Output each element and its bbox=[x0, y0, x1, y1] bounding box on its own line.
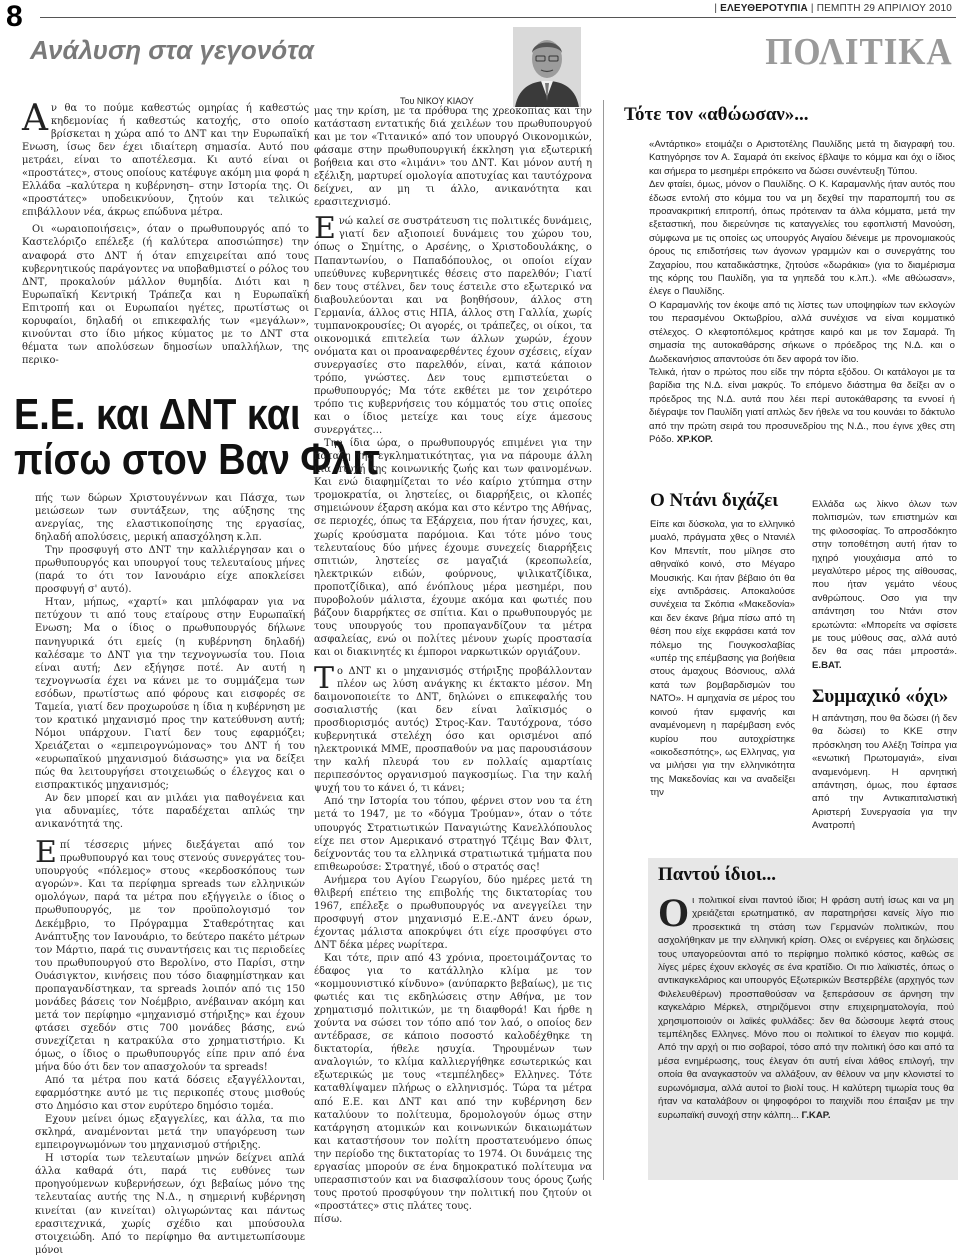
section-title-right: ΠΟΛΙΤΙΚΑ bbox=[764, 31, 952, 73]
drop-cap: Τ bbox=[314, 660, 335, 696]
article-paragraph: Η ιστορία των τελευταίων μηνών δείχνει απλά άλλα καθαρά ότι, παρά τις ευθύνες των προηγούμενων κυβερνήσεων, όχι βεβαίως μόνο της τελευταίας αυτής της Ν.Δ., η σημερινή κυβέρνηση κινείται (αν κινείται) ολιγωρώντας και πάντως ερασιτεχνικά, χωρίς σχέδιο και μπούσουλα στοιχειώδη. Από το περίφημο θα αντιμετωπίσουμε μόνοι bbox=[35, 1153, 305, 1256]
article-headline bbox=[14, 390, 380, 484]
author-photo-icon bbox=[513, 27, 581, 107]
sidebar-story-4 bbox=[658, 890, 954, 1176]
sidebar-paragraph: «Αντάρτικο» ετοιμάζει ο Αριστοτέλης Παυλίδης μετά τη διαγραφή του. Κατηγόρησε τον Α. Σαμαρά ότι εκείνος έβλαψε το κόμμα και όχι ο ίδιος και σήμερα το μεσημέρι επρόκειτο να δώσει συνέντευξη Τύπου. bbox=[649, 139, 955, 177]
sidebar-paragraph: Ελλάδα ως λίκνο όλων των πολιτισμών, των επιστημών και της φιλοσοφίας. Το απροσδόκητο στην τοποθέτηση αυτή ήταν το ηχηρό γιουχάισμα από το μεγαλύτερο μέρος της αίθουσας, που ήταν γεμάτο νέους ανθρώπους. Οσο για την απάντηση του Ντάνι στον ερωτώντα: «Μπορείτε να σφίσετε με τους μύθους σας, αλλά αυτό δεν θα σας πάει μπροστά». bbox=[812, 499, 957, 658]
article-paragraph: πίσω. bbox=[314, 1213, 343, 1225]
sidebar-paragraph: Δεν φταίει, όμως, μόνον ο Παυλίδης. Ο Κ. Καραμανλής ήταν αυτός που έδωσε εντολή στο κόμμα του να μη δεχθεί την παραπομπή του σε προανακριτική επιτροπή, όπως πρότειναν τα άλλα κόμματα, μετά την εξεταστική, που διερεύνησε τις καταγγελίες του εφοπλιστή Μανούση, σύμφωνα με τις οποίες ως υπουργός Αιγαίου διένειμε με προνομιακούς όρους τις επιδοτήσεις των άγονων γραμμών και ο συνεργάτης του Ζαχαρίου, που καταδικάστηκε, ζητούσε «δωράκια» (για το διαμέρισμα της κόρης του Παυλίδη, για τα γηπεδά του κ.λπ.). «Με αθώωσαν», έλεγε ο Παυλίδης. bbox=[649, 179, 955, 298]
sidebar-story-2-left bbox=[650, 518, 795, 846]
article-paragraph: πί τέσσερις μήνες διεξάγεται από τον πρωθυπουργό και τους στενούς συνεργάτες του-υπουργούς «πόλεμος» στους «κερδοσκόπους των αγορών». Και τα περίφημα spreads των ελληνικών ομολόγων, παρά τα μέτρα που εξήγγειλε ο ίδιος ο πρωθυπουργός, με τον προϋπολογισμό τον Δεκέμβριο, το Πρόγραμμα Σταθερότητας και Ανάπτυξης τον Ιανουάριο, το δεύτερο πακέτο μέτρων τον Μάρτιο, παρά τις συναντήσεις και τις περιοδείες του πρωθυπουργού στο Βερολίνο, στο Παρίσι, στην Ουάσιγκτον, κινήσεις που τόσο διαφημίστηκαν και προπαγανδίστηκαν, τα spreads λοιπόν από τις 150 μονάδες βάσεις τον Νοέμβριο, ανέβαιναν ακόμη και μετά τον περίφημο «μηχανισμό στήριξης» και έχουν φτάσει σχεδόν στις 700 μονάδες βάσης, ενώ συνεχίζεται η κατρακύλα στο χρηματιστήριο. Κι όμως, ο ίδιος ο πρωθυπουργός είπε πριν από ένα μήνα δύο ότι δεν τον απασχολούν τα spreads! bbox=[35, 840, 305, 1074]
sidebar-paragraph: Η απάντηση, που θα δώσει (ή δεν θα δώσει) το ΚΚΕ στην πρόσκληση του Αλέξη Τσίπρα για «ενωτική Πρωτομαγιά», είναι αναμενόμενη. Η αρνητική απάντηση, όμως, που έφτασε από την Αντικαπιταλιστική Αριστερή Συνεργασία για την Ανατροπή bbox=[812, 713, 957, 832]
sidebar-paragraph: Είπε και δύσκολα, για το ελληνικό μυαλό, πράγματα χθες ο Ντανιέλ Κον Μπεντίτ, που μίλησε στο αθηναϊκό κοινό, στο Μέγαρο Μουσικής. Και ήταν βέβαιο ότι θα είχε αντιδράσεις. Αποκαλούσε συνέχεια τα Σκόπια «Μακεδονία» και δεν έκανε βήμα πίσω από τη θέση που είχε εκφράσει κατά τον πόλεμο της Γιουγκοσλαβίας «υπέρ της επέμβασης για βοήθεια στους άμαχους Βόσνιους, αλλά κατά των βομβαρδισμών του ΝΑΤΟ». Η αμηχανία σε μέρος του κοινού ήταν εμφανής και αναμένομενη η παρέμβαση ενός κυρίου που αυτοχρίστηκε «οικοδεσπότης», ως Ελληνας, για να μιλήσει για την ελληνικότητα της Μακεδονίας και να αναδείξει την bbox=[650, 519, 795, 799]
article-paragraph: ο ΔΝΤ κι ο μηχανισμός στήριξης προβάλλονταν πλέον ως λύση ανάγκης κι έκτακτο μέσον. Μη δαιμονοποιείτε το ΔΝΤ, δηλώνει ο επικεφαλής του σοσιαλιστής (και δεν είναι λαϊκισμός ο προσδιορισμός αυτός) Στρος-Καν. Ταυτόχρονα, τόσο κυβερνητικά στελέχη όσο και ορισμένοι από ηλεκτρονικά ΜΜΕ, προσπαθούν να μας παρουσιάσουν την καλή πλευρά του εν πολλαίς αμαρτίαις περιπεσόντος οργανισμού παγκοσμίως. Για την καλή ψυχή του το κάνει ό, τι κάνει; bbox=[314, 665, 592, 795]
author-portrait bbox=[513, 27, 581, 107]
article-paragraph: Ανήμερα του Αγίου Γεωργίου, δύο ημέρες μετά τη θλιβερή επέτειο της επιβολής της δικτατορίας του 1967, επέλεξε ο πρωθυπουργός να ανεγγείλει την προσφυγή στον μηχανισμό Ε.Ε.-ΔΝΤ άνευ όρων, έχοντας μάλιστα αποκρύψει ότι είχε προσφύγει στο ΔΝΤ δέκα μέρες νωρίτερα. bbox=[314, 874, 592, 951]
drop-cap: Ε bbox=[35, 835, 57, 871]
issue-date: ΠΕΜΠΤΗ 29 ΑΠΡΙΛΙΟΥ 2010 bbox=[816, 3, 952, 14]
article-paragraph: Και τότε, πριν από 43 χρόνια, προετοιμάζοντας το έδαφος για το κατάλληλο κλίμα με τον «κομμουνιστικό κίνδυνο» (ανύπαρκτο βεβαίως), με τις φωτιές και τις εκδηλώσεις στην Αθήνα, με τον χρηματισμό πολιτικών, με τη διαφθορά! Και ήρθε η χούντα να σώσει τον τόπο από τον λαό, ο οποίος δεν αντέδρασε, σε κάποιο ποσοστό καλοδέχθηκε τη δικτατορία, ήθελε ησυχία. Τηρουμένων των αναλογιών, το κλίμα καλλιεργήθηκε εσωτερικώς και εξωτερικώς με τους «τεμπέληδες» Ελληνες. Τότε καταθλίψαμεν πλήρως ο ελληνισμός. Τώρα τα μέτρα από Ε.Ε. και ΔΝΤ και από την κυβέρνηση δεν καταλύουν το πολίτευμα, δρομολογούν όμως στην κατάργηση ατομικών και κοινωνικών δικαιωμάτων και καταστήσουν τον πολίτη προστατευόμενο όπως την περίοδο της δικτατορίας το 1974. Οι δυνάμεις της εργασίας μπορούν σε ένα δημοκρατικό πολίτευμα να υπερασπιστούν και να διασφαλίσουν τους όρους ζωής τους προτού προσφύγουν την πολιτική που ζητούν οι «προστάτες» στις πλάτες τους. bbox=[314, 953, 592, 1212]
section-title-left: Ανάλυση στα γεγονότα bbox=[30, 35, 314, 65]
headline-line-2: πίσω στον Βαν Φλιτ bbox=[14, 435, 380, 484]
sidebar-paragraph: Ο Καραμανλής τον έκοψε από τις λίστες των υποψηφίων των εκλογών του περασμένου Οκτωβρίου, αλλά συνέχισε να είναι κομματικό στέλεχος. Ο κλεφτοπόλεμος κράτησε καιρό και με τον Σαμαρά. Τη σημασία της αυτοκαθάρσης σήκωνε ο πρόεδρος της Ν.Δ. και ο Δωδεκανήσιος απαντούσε ότι δεν αφορά τον ίδιο. bbox=[649, 299, 955, 365]
article-paragraph: Από την Ιστορία του τόπου, φέρνει στον νου τα έτη μετά το 1947, με το «δόγμα Τρούμαν», όταν ο τότε υπουργός Στρατιωτικών Παναγιώτης Κανελλόπουλος είχε πει στον Αμερικανό στρατηγό Τζέιμς Βαν Φλιτ, δείχνοντάς του τα ελληνικά στρατιωτικά τμήματα που επιθεωρούσε: Στρατηγέ, ιδού ο στρατός σας! bbox=[314, 796, 592, 873]
sidebar-story-3 bbox=[812, 712, 957, 846]
signature: ΧΡ.ΚΟΡ. bbox=[676, 433, 713, 445]
article-paragraph: Ηταν, μήπως, «χαρτί» και μπλόφαραν για να πετύχουν τι από τους εταίρους στην Ευρωπαϊκή Ενωση; Μα ο ίδιος ο πρωθυπουργός δήλωνε πανηγυρικά ότι εμείς (η κυβέρνηση δηλαδή) καλέσαμε το ΔΝΤ για την τεχνογνωσία του. Ποια είναι αυτή; Δεν εξήγησε ποτέ. Αν αυτή η τεχνογνωσία έχει να κάνει με το συμμάζεμα των εσόδων, πρωτίστως από φόρους και εισφορές σε Ταμεία, γιατί δεν προχωρούσε η ίδια η κυβέρνηση με τον κρατικό μηχανισμό προς την κατεύθυνση αυτή; Νόμοι υπάρχουν. Γιατί δεν τους εφαρμόζει; Χρειάζεται ο «εμπειρογνώμονας» του ΔΝΤ ή του «ευρωπαϊκού μηχανισμού διάσωσης» για να δείξει πώς θα λειτουργήσει στοιχειωδώς ο έλεγχος και ο εισπρακτικός μηχανισμός; bbox=[35, 597, 305, 792]
headline-line-1: Ε.Ε. και ΔΝΤ και bbox=[14, 390, 301, 439]
signature: Γ.ΚΑΡ. bbox=[801, 1109, 831, 1121]
sidebar-paragraph: Τελικά, ήταν ο πρώτος που είδε την πόρτα εξόδου. Οι κατάλογοι με τα βαρίδια της Ν.Δ. είναι μακρύς. Το επόμενο διάστημα θα δείξει αν ο πρόεδρος της Ν.Δ. αυτά που λέει περί αυτοκάθαρσης τα εννοεί ή διέγραψε τον Παυλίδη γιατί απλώς δεν ήθελε να του κουνάει το δάκτυλο από την πρώτη σειρά του προσυνεδρίου της Ν.Δ., που έγινε χθες στη Ρόδο. bbox=[649, 366, 955, 445]
drop-cap: Α bbox=[22, 98, 48, 139]
author-byline: Του ΝΙΚΟΥ ΚΙΑΟΥ bbox=[400, 96, 474, 106]
article-column-2 bbox=[314, 105, 592, 1225]
article-column-1-continued bbox=[35, 492, 305, 1256]
page-number: 8 bbox=[6, 0, 23, 33]
article-paragraph: Από τα μέτρα που κατά δόσεις εξαγγέλλονται, εφαρμόστηκε αυτό με τις περικοπές στους μισθούς στο Δημόσιο και στον ευρύτερο δημόσιο τομέα. bbox=[35, 1075, 305, 1113]
article-paragraph: Την ίδια ώρα, ο πρωθυπουργός επιμένει για την πάταξη της εγκληματικότητας, για να πάρουμε άλλη μια πτυχή της κοινωνικής ζωής και των φαινομένων. Και ενώ διαφημίζεται το νέο καίριο χτύπημα στην τρομοκρατία, οι ληστείες, οι διαρρήξεις, οι κλοπές σημειώνουν έξαρση ακόμα και στο κέντρο της Αθήνας, σε περιοχές, όπως τα Εξάρχεια, που ήταν ήσυχες, και, χωρίς κρούσματα παρόμοια. Και τότε μόνο τους τελευταίους δύο μήνες έχουμε συνεχείς διαρρήξεις σπιτιών, ληστείες σε μαγαζιά (κρεοπωλεία, ηλεκτρικών ειδών, φούρνους, ψιλικατζίδικα, προποτζίδικα), από ένόπλους μέρα μεσημέρι, που πυροβολούν μάλιστα, έχουμε ακόμα και φωτιές που βάζουν διαρρήκτες σε σπίτια. Και ο πρωθυπουργός με τους υπουργούς του προπαγανδίζουν τα μέτρα ασφαλείας, ενώ οι πολίτες μένουν χωρίς προστασία και οι διακινητές κι έμποροι ναρκωτικών οργιάζουν. bbox=[314, 438, 592, 658]
drop-cap: Ε bbox=[314, 211, 336, 247]
article-paragraph: Αν δεν μπορεί και αν μιλάει για παθογένεια και για αδυναμίες, τότε παραδέχεται απλώς την ανικανότητά της. bbox=[35, 793, 305, 831]
masthead: | ΕΛΕΥΘΕΡΟΤΥΠΙΑ | ΠΕΜΠΤΗ 29 ΑΠΡΙΛΙΟΥ 2010 bbox=[714, 3, 952, 14]
drop-cap: Ο bbox=[658, 890, 690, 935]
article-paragraph: Την προσφυγή στο ΔΝΤ την καλλιέργησαν και ο πρωθυπουργός και υπουργοί τους τελευταίους μήνες (παρά το ότι τον Ιανουάριο είχε αποκλείσει προσφυγή σ' αυτό). bbox=[35, 545, 305, 596]
sidebar-story-2-right bbox=[812, 498, 957, 676]
newspaper-name: ΕΛΕΥΘΕΡΟΤΥΠΙΑ bbox=[720, 3, 808, 14]
sidebar-story-1 bbox=[649, 138, 955, 476]
sidebar-title-pantou-idioi: Παντού ίδιοι... bbox=[658, 864, 777, 885]
article-paragraph: μας την κρίση, με τα πρόθυρα της χρεοκοπίας και την κατάσταση εντατικής διά χειλέων του πρωθυπουργού και με τον «Τιτανικό» από τον υπουργό Οικονομικών, φάσαμε στην πρωθυπουργική έκκληση για εξωτερική βοήθεια και στο «λιμάνι» του ΔΝΤ. Και μόνον αυτή η εξέλιξη, μαρτυρεί ομολογία αποτυχίας και ταυτόχρονα δείχνει, αν μη τι άλλο, ανικανότητα και ερασιτεχνισμό. bbox=[314, 106, 592, 209]
header-rule bbox=[40, 17, 956, 18]
article-paragraph: Εχουν μείνει όμως εξαγγελίες, και άλλα, τα πιο σκληρά, αναμένονται μετά την υπαγόρευση των εμπειρογνωμόνων του μηχανισμού στήριξης. bbox=[35, 1114, 305, 1152]
sidebar-paragraph: ι πολιτικοί είναι παντού ίδιοι; Η φράση αυτή ίσως και να μη χρειάζεται ερωτηματικό, αν παρατηρήσει κανείς λίγο πιο προσεκτικά τη στάση των Γερμανών πολιτικών, που ασχολήθηκαν με την ελληνική κρίση. Ολες οι ενέργειες και δηλώσεις τους υπαγορεύονται από το περίφημο πολιτικό κόστος, καθώς σε λίγες μέρες έχουν εκλογές σε ένα κρατίδιο. Οι πιο λαϊκιστές, όπως ο αντικαγκελάριος και υπουργός Εξωτερικών Βεστερβέλε (αρχηγός των Φιλελευθέρων) προσπαθούσαν να ξεπεράσουν σε άρνηση την καγκελάριο Μέρκελ, στηριζόμενοι στην επιχειρηματολογία, πού χρησιμοποιούν οι λαϊκές φυλλάδες: δεν θα δώσουμε λεφτά στους τεμπέληδες Ελληνες. Μόνο που οι πολιτικοί το έλεγαν πιο κομψά. Από την αρχή οι πιο σοβαροί, τόσο από την πολιτική όσο και από τα μέσα ενημέρωσης, τους έλεγαν ότι αυτή είναι λάθος επιλογή, την οποία θα αναγκαστούν να αλλάξουν, αν θέλουν να μην κλονιστεί το ευρωνόμισμα, αλλά αυτοί το βιολί τους. Η καλύτερη τιμωρία τους θα ήταν να καταλάβουν οι ψηφοφόροι το παιχνίδι που έπαιξαν με την ευρωπαϊκή συνοχή στην κάλπη... bbox=[658, 895, 954, 1121]
sidebar-title-symmaxiko-oxi: Συμμαχικό «όχι» bbox=[812, 686, 949, 707]
sidebar-title-o-ntani: Ο Ντάνι διχάζει bbox=[650, 490, 779, 511]
article-lead: ν θα το πούμε καθεστώς ομηρίας ή καθεστώς κηδεμονίας ή καθεστώς κατοχής, στο οποίο βρίσκεται η χώρα από το ΔΝΤ και την Ευρωπαϊκή Ενωση, ίσως δεν έχει ιδιαίτερη σημασία. Αυτό που μετράει, είναι το αποτέλεσμα. Κι αυτό είναι οι «προστάτες», στους οποίους κατέφυγε ακόμη μια φορά η Ελλάδα –καλύτερα η κυβέρνηση– στην Ιστορία της. Οι «προστάτες» υποδεικνύουν, ζητούν και τελικώς επιβάλλουν νέα, άκρως επώδυνα μέτρα. bbox=[22, 103, 309, 219]
article-column-1 bbox=[22, 98, 309, 390]
column-divider bbox=[603, 100, 604, 1180]
sidebar-title-tote-ton-athoosan: Τότε τον «αθώωσαν»... bbox=[624, 104, 809, 125]
signature: Ε.ΒΑΤ. bbox=[812, 659, 842, 671]
sidebar-box-pantou-idioi bbox=[648, 858, 958, 1180]
article-paragraph: Οι «ωραιοποιήσεις», όταν ο πρωθυπουργός από το Καστελόριζο επέλεξε (ή καλύτερα αποσιώπησε) την αναφορά στο ΔΝΤ ή όταν επιχειρείται από τους κυβερνητικούς παράγοντες να υποβαθμιστεί ο ρόλος του ΔΝΤ, προκαλούν μάλλον θυμηδία. Διότι και η Ευρωπαϊκή Κεντρική Τράπεζα και η Ευρωπαϊκή Επιτροπή και οι Ευρωπαίοι ηγέτες, πρωτίστως οι κορυφαίοι, δηλαδή οι επικεφαλής των «μεγάλων», κινούνται στο ίδιο μήκος κύματος με το ΔΝΤ στα θέματα των απολύσεων δημοσίων υπαλλήλων, της περικο- bbox=[22, 224, 309, 366]
article-paragraph: νώ καλεί σε συστράτευση τις πολιτικές δυνάμεις, γιατί δεν αξιοποιεί δυνάμεις του χώρου του, όπως ο Σημίτης, ο Αρσένης, ο Χριστοδουλάκης, ο Παπαντωνίου, ο Παπαδόπουλος, οι οποίοι είχαν υπεύθυνες κυβερνητικές θέσεις στο παρελθόν; Γιατί δεν τους στέλνει, δεν τους έστειλε στο εξωτερικό να διαβουλεύονται και να βοηθήσουν, άλλος στη Γερμανία, άλλος στις ΗΠΑ, άλλος στη Γαλλία, χωρίς τυμπανοκρουσίες; Οι αγορές, οι τράπεζες, οι οίκοι, τα οικονομικά επιτελεία των άλλων χωρών, έχουν ονόματα και οι προαναφερθέντες έχουν σχέσεις, είχαν συνεργασίες στο παρελθόν, είναι, κατά κάποιον τρόπο, γνώστες. Δεν τους εμπιστεύεται ο πρωθυπουργός; Μα τότε εκθέτει με τον χειρότερο τρόπο τις κυβερνήσεις του κόμματός του στις οποίες και ο ίδιος μετείχε και τους είχε άμεσους συνεργάτες… bbox=[314, 216, 592, 437]
article-paragraph: πής των δώρων Χριστουγέννων και Πάσχα, των μειώσεων των συντάξεων, της αύξησης της ανεργίας, της ελαστικοποίησης της εργασίας, δηλαδή απολύσεις, μερική απασχόληση κ.λπ. bbox=[35, 493, 305, 544]
